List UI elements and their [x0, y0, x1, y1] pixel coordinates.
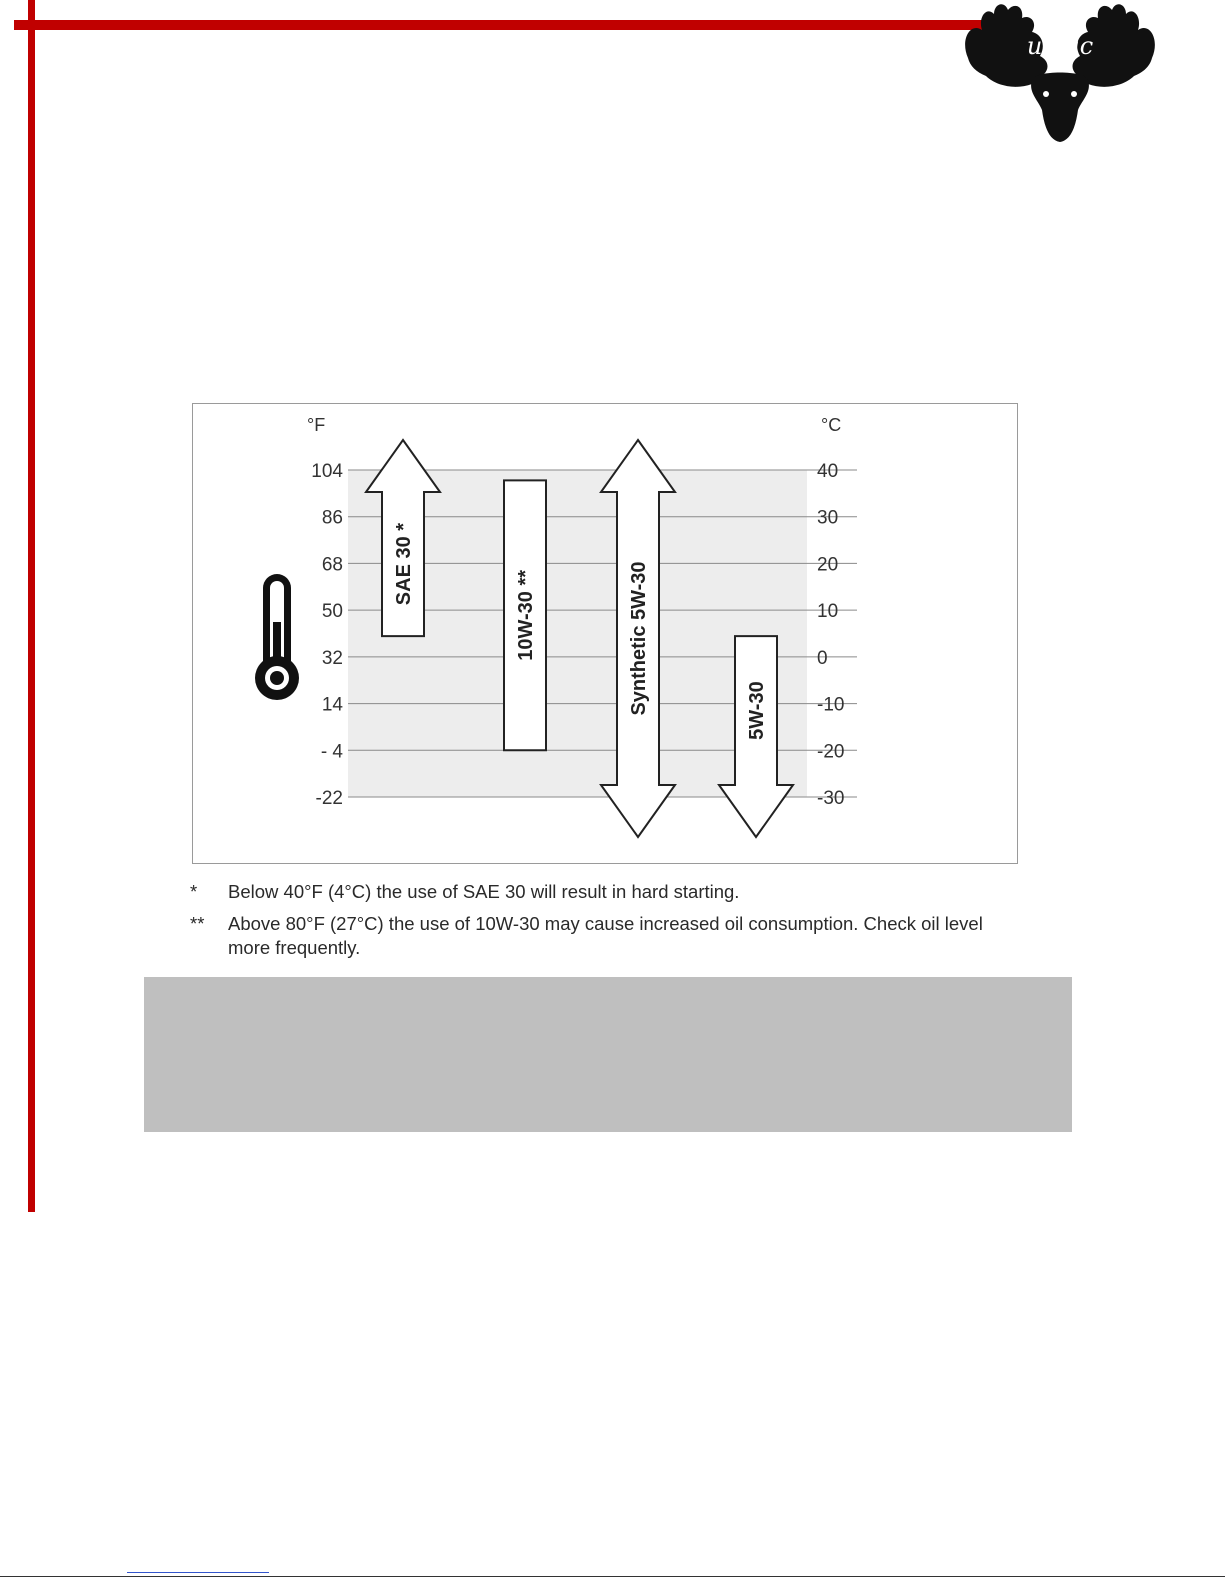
- footnote-2: [190, 912, 1030, 960]
- footnote-mark: **: [190, 913, 205, 934]
- tick-label-fahrenheit: 104: [311, 461, 343, 482]
- tick-label-celsius: 10: [817, 601, 839, 623]
- tick-label-fahrenheit: 50: [321, 601, 343, 623]
- footnotes: [190, 880, 1030, 968]
- footnote-text: Above 80°F (27°C) the use of 10W-30 may cause increased oil consumption. Check oil level more frequently.: [228, 913, 983, 958]
- oil-viscosity-chart: [192, 403, 1018, 864]
- tick-label-celsius: -10: [817, 694, 845, 716]
- tick-label-celsius: 30: [817, 507, 839, 529]
- tick-label-fahrenheit: 86: [321, 507, 343, 529]
- tick-label-fahrenheit: - 4: [320, 741, 343, 763]
- tick-label-celsius: -30: [817, 788, 845, 809]
- bar-label: 10W-30 **: [515, 569, 537, 661]
- bar-label: Synthetic 5W-30: [628, 561, 650, 716]
- footnote-mark: *: [190, 881, 198, 902]
- footer-link-underline: [127, 1572, 269, 1573]
- shaded-note-box: [144, 977, 1072, 1132]
- margin-rule: [28, 0, 35, 1212]
- chart-canvas: [193, 404, 1017, 863]
- tick-label-celsius: 40: [817, 461, 839, 482]
- axis-unit-fahrenheit: °F: [307, 415, 326, 435]
- logo-text: utcac: [1026, 32, 1094, 60]
- logo-moose-icon: [960, 0, 1160, 146]
- footer-rule: [0, 1576, 1225, 1577]
- tick-label-fahrenheit: 14: [321, 694, 343, 716]
- footnote-1: [190, 880, 1030, 904]
- bar-label: SAE 30 *: [393, 522, 415, 606]
- tick-label-celsius: 20: [817, 554, 839, 576]
- tick-label-celsius: 0: [817, 647, 828, 669]
- tick-label-fahrenheit: -22: [315, 788, 343, 809]
- tick-label-fahrenheit: 32: [321, 647, 343, 669]
- footnote-text: Below 40°F (4°C) the use of SAE 30 will result in hard starting.: [228, 881, 740, 902]
- header-rule: [14, 20, 1008, 30]
- thermometer-bulb-core: [270, 671, 284, 685]
- axis-unit-celsius: °C: [821, 415, 842, 435]
- bar-label: 5W-30: [746, 681, 768, 740]
- tick-label-celsius: -20: [817, 741, 845, 763]
- tick-label-fahrenheit: 68: [321, 554, 343, 576]
